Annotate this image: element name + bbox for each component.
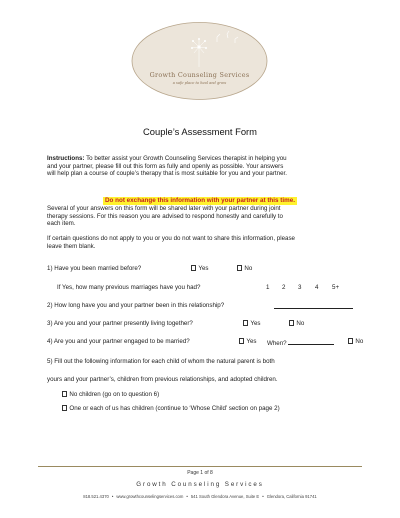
q5-no-children-checkbox[interactable] xyxy=(62,391,67,396)
q3-yes-label: Yes xyxy=(250,320,261,327)
marriage-count-5-plus[interactable]: 5+ xyxy=(332,284,340,291)
sharing-note-line-3: each item. xyxy=(47,220,76,228)
footer-separator: • xyxy=(262,494,264,499)
footer-separator: • xyxy=(186,494,188,499)
footer-divider xyxy=(38,466,362,467)
q4-when-field[interactable] xyxy=(267,338,334,347)
blank-note-line-2: leave them blank. xyxy=(47,242,96,250)
q4-no-checkbox[interactable] xyxy=(348,338,353,343)
footer-org-name: Growth Counseling Services xyxy=(136,481,264,488)
q5-has-children-option[interactable] xyxy=(62,405,280,412)
marriage-count-3[interactable]: 3 xyxy=(298,284,302,291)
logo-tagline: a safe place to heal and grow xyxy=(172,81,227,85)
question-2 xyxy=(47,302,224,309)
marriage-count-1[interactable]: 1 xyxy=(266,284,270,291)
q5-no-children-option[interactable] xyxy=(62,391,159,398)
q3-no-option[interactable] xyxy=(289,320,304,327)
instructions-line-2: and your partner, please fill out this form as fully and openly as possible. Your answers xyxy=(47,162,284,170)
sharing-note-line-2: therapy sessions. For this reason you are advised to respond honestly and carefully to xyxy=(47,212,283,220)
footer-phone: 818.521.4370 xyxy=(83,494,109,499)
q3-yes-checkbox[interactable] xyxy=(243,320,248,325)
sharing-note xyxy=(47,205,365,228)
form-title: Couple’s Assessment Form xyxy=(143,126,257,137)
q5-no-children-label: No children (go on to question 6) xyxy=(69,391,160,398)
question-2-text: 2) How long have you and your partner been in this relationship? xyxy=(47,302,225,309)
q4-yes-label: Yes xyxy=(246,338,257,345)
blank-note xyxy=(47,235,365,250)
q2-answer-field[interactable] xyxy=(274,302,353,311)
q1-followup-text: If Yes, how many previous marriages have you had? xyxy=(57,284,201,291)
q1-no-option[interactable] xyxy=(237,265,252,272)
q3-no-label: No xyxy=(296,320,305,327)
question-5-line-2: yours and your partner’s, children from previous relationships, and adopted children. xyxy=(47,376,278,383)
q1-no-checkbox[interactable] xyxy=(237,265,242,270)
footer-city: Glendora, California 91741 xyxy=(266,494,317,499)
q4-no-label: No xyxy=(355,338,364,345)
q1-yes-option[interactable] xyxy=(191,265,208,272)
q3-no-checkbox[interactable] xyxy=(289,320,294,325)
instructions xyxy=(47,155,365,178)
question-4 xyxy=(47,338,190,345)
question-1 xyxy=(47,265,141,272)
footer-contact xyxy=(0,494,400,499)
q1-yes-checkbox[interactable] xyxy=(191,265,196,270)
q4-no-option[interactable] xyxy=(348,338,363,345)
marriage-count-2[interactable]: 2 xyxy=(282,284,286,291)
q3-yes-option[interactable] xyxy=(243,320,260,327)
page-number: Page 1 of 8 xyxy=(187,470,213,476)
blank-note-line-1: If certain questions do not apply to you or you do not want to share this information, please xyxy=(47,235,295,242)
question-5-line-1: 5) Fill out the following information for each child of whom the natural parent is both xyxy=(47,358,275,365)
marriage-count-4[interactable]: 4 xyxy=(315,284,319,291)
question-3 xyxy=(47,320,193,327)
confidentiality-warning: Do not exchange this information with your partner at this time. xyxy=(105,197,295,204)
instructions-line-1: To better assist your Growth Counseling Services therapist in helping you xyxy=(86,155,287,162)
q5-has-children-checkbox[interactable] xyxy=(62,405,67,410)
sharing-note-line-1: Several of your answers on this form will be shared later with your partner during joint xyxy=(47,205,281,212)
q4-yes-checkbox[interactable] xyxy=(239,338,244,343)
instructions-line-3: will help plan a course of couple’s therapy that is most suitable for you and your partner. xyxy=(47,170,287,178)
q4-yes-option[interactable] xyxy=(239,338,256,345)
instructions-label: Instructions: xyxy=(47,155,85,162)
q5-has-children-label: One or each of us has children (continue to ‘Whose Child’ section on page 2) xyxy=(69,405,280,412)
q4-when-label: When? xyxy=(267,340,287,347)
question-1-text: 1) Have you been married before? xyxy=(47,265,142,272)
q1-yes-label: Yes xyxy=(198,265,209,272)
q1-no-label: No xyxy=(244,265,253,272)
q1-followup xyxy=(57,284,200,291)
logo-name: Growth Counseling Services xyxy=(149,71,250,79)
logo xyxy=(131,21,268,101)
footer-address: 541 South Glendora Avenue, Suite E xyxy=(190,494,260,499)
question-3-text: 3) Are you and your partner presently living together? xyxy=(47,320,193,327)
footer-website[interactable]: www.growthcounselingservices.com xyxy=(116,494,184,499)
question-4-text: 4) Are you and your partner engaged to be married? xyxy=(47,338,190,345)
logo-oval-graphic xyxy=(131,21,268,101)
footer-separator: • xyxy=(111,494,114,499)
